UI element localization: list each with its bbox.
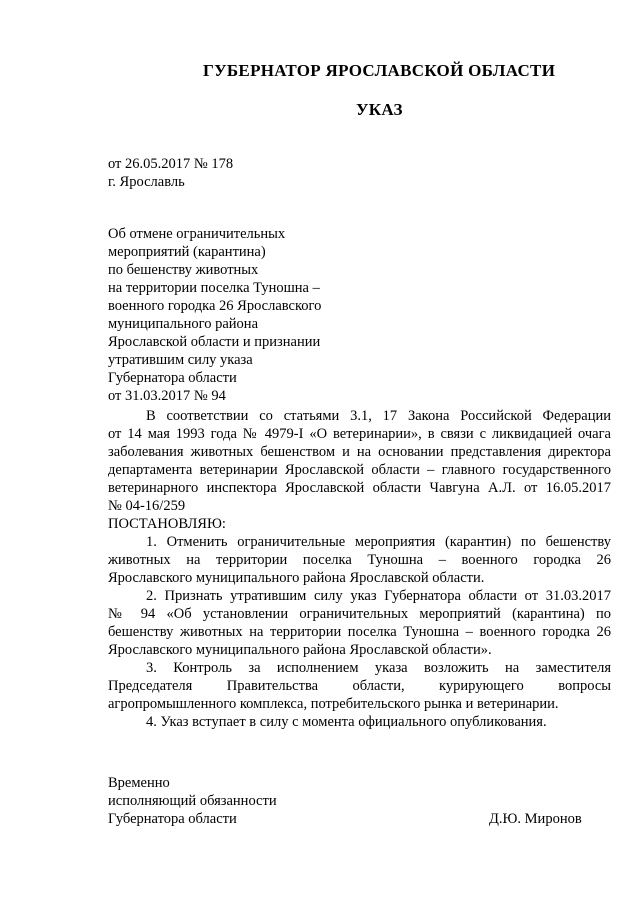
subject-line: мероприятий (карантина) (108, 244, 266, 260)
item-line: Ярославского муниципального района Ярославской области. (108, 570, 485, 586)
item-line: агропромышленного комплекса, потребительского рынка и ветеринарии. (108, 696, 559, 712)
item-line: № 94 «Об установлении ограничительных мероприятий (карантина) по (108, 606, 611, 622)
decree-item-2 (108, 587, 611, 659)
subject-line: Губернатора области (108, 370, 237, 386)
subject-line: от 31.03.2017 № 94 (108, 388, 226, 404)
subject-line: военного городка 26 Ярославского (108, 298, 322, 314)
item-line: 1. Отменить ограничительные мероприятия (карантин) по бешенству (146, 534, 611, 550)
document-date-number: от 26.05.2017 № 178 (108, 156, 234, 172)
decree-item-4 (108, 713, 611, 731)
item-line: Ярославского муниципального района Ярославской области». (108, 642, 492, 658)
preamble-line: В соответствии со статьями 3.1, 17 Закона Российской Федерации (146, 408, 611, 424)
item-line: Председателя Правительства области, курирующего вопросы (108, 678, 611, 694)
document-place: г. Ярославль (108, 174, 185, 190)
subject-line: Об отмене ограничительных (108, 226, 286, 242)
subject-line: Ярославской области и признании (108, 334, 321, 350)
decree-item-1 (108, 533, 611, 587)
preamble-paragraph (108, 407, 611, 533)
decree-item-3 (108, 659, 611, 713)
preamble-line: департамента ветеринарии Ярославской области – главного государственного (108, 462, 611, 478)
signature-position-line: исполняющий обязанности (108, 793, 277, 809)
item-line: 2. Признать утратившим силу указ Губернатора области от 31.03.2017 (146, 588, 611, 604)
preamble-line: № 04-16/259 (108, 498, 186, 514)
signature-position-line: Губернатора области (108, 811, 237, 827)
document-subject (108, 225, 321, 405)
subject-line: на территории поселка Туношна – (108, 280, 320, 296)
preamble-line: ветеринарного инспектора Ярославской области Чавгуна А.Л. от 16.05.2017 (108, 480, 611, 496)
subject-line: муниципального района (108, 316, 258, 332)
subject-line: утратившим силу указа (108, 352, 253, 368)
subject-line: по бешенству животных (108, 262, 259, 278)
item-line: 4. Указ вступает в силу с момента официального опубликования. (146, 714, 547, 730)
signatory-name: Д.Ю. Миронов (489, 811, 582, 827)
document-authority-heading: ГУБЕРНАТОР ЯРОСЛАВСКОЙ ОБЛАСТИ (203, 61, 556, 80)
preamble-line: заболевания животных бешенством и на основании представления директора (108, 444, 611, 460)
preamble-line: от 14 мая 1993 года № 4979-I «О ветеринарии», в связи с ликвидацией очага (108, 426, 611, 442)
item-line: животных на территории поселка Туношна – военного городка 26 (108, 552, 611, 568)
signature-position-line: Временно (108, 775, 170, 791)
signature-position (108, 774, 277, 828)
document-type-heading: УКАЗ (356, 100, 403, 119)
decree-word: ПОСТАНОВЛЯЮ: (108, 516, 226, 532)
item-line: бешенству животных на территории поселка Туношна – военного городка 26 (108, 624, 611, 640)
item-line: 3. Контроль за исполнением указа возложить на заместителя (146, 660, 611, 676)
